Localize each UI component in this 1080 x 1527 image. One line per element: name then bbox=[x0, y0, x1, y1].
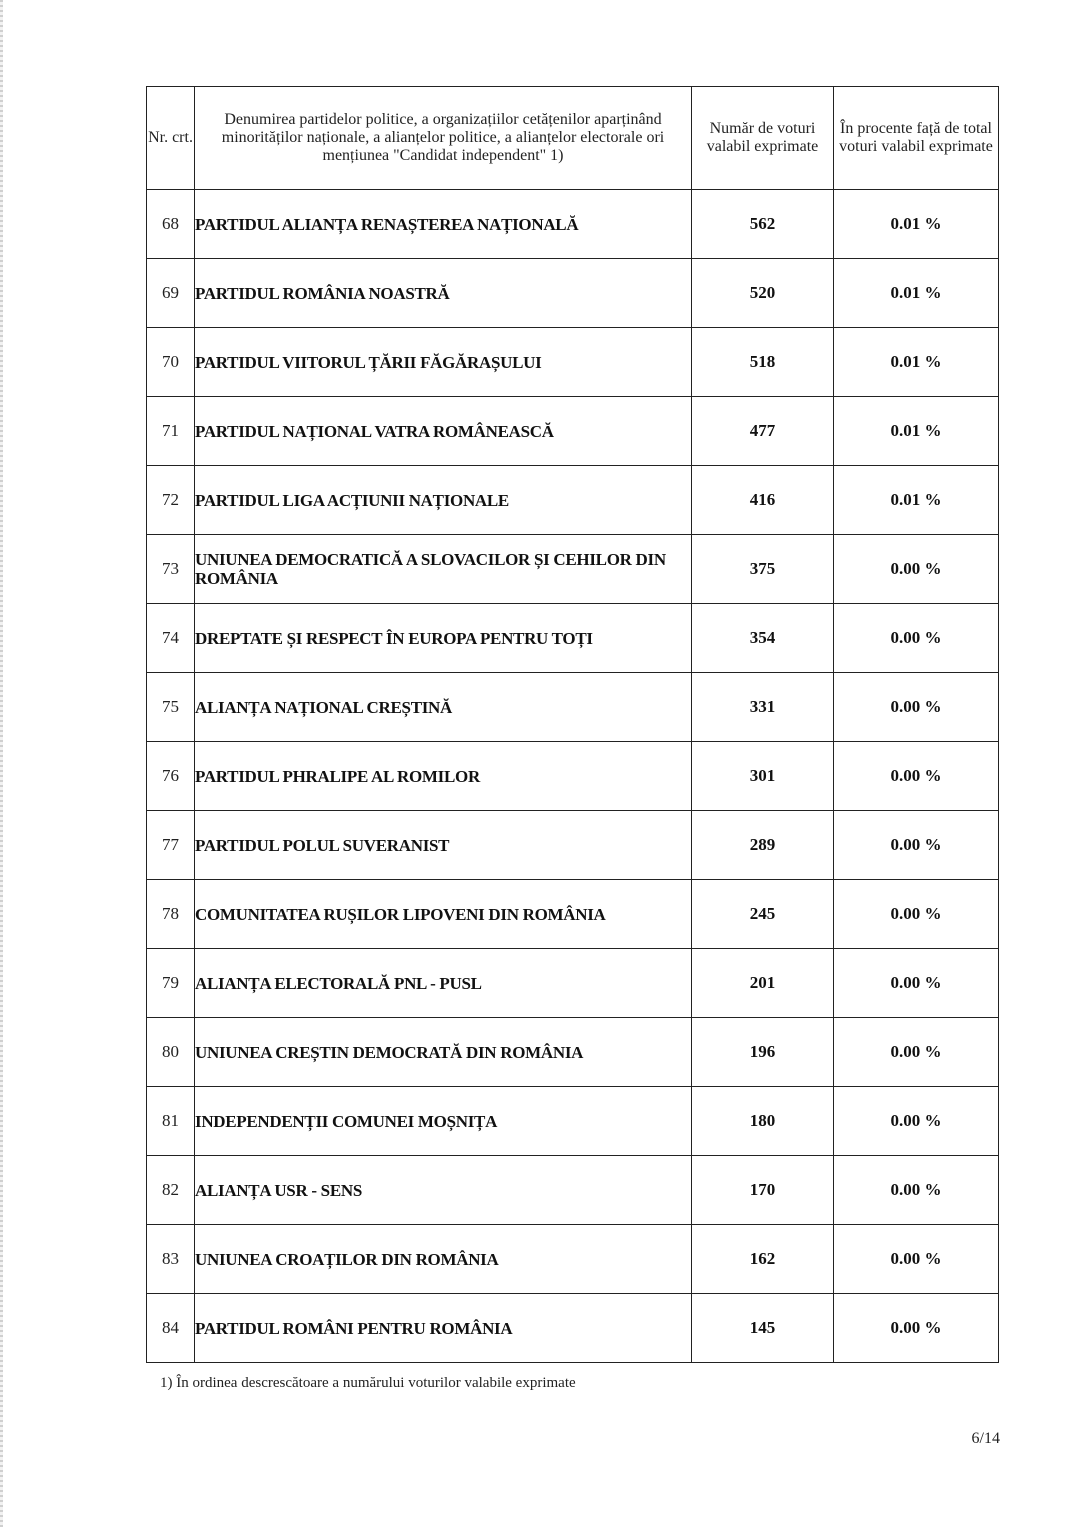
party-name: PARTIDUL PHRALIPE AL ROMILOR bbox=[195, 742, 692, 811]
table-header-row bbox=[147, 87, 999, 190]
party-name: COMUNITATEA RUȘILOR LIPOVENI DIN ROMÂNIA bbox=[195, 880, 692, 949]
row-number: 79 bbox=[147, 949, 195, 1018]
row-number: 77 bbox=[147, 811, 195, 880]
table-row bbox=[147, 466, 999, 535]
vote-percentage: 0.01 % bbox=[834, 259, 999, 328]
vote-count: 245 bbox=[692, 880, 834, 949]
table-row bbox=[147, 259, 999, 328]
vote-count: 416 bbox=[692, 466, 834, 535]
party-name: PARTIDUL POLUL SUVERANIST bbox=[195, 811, 692, 880]
party-name: PARTIDUL ALIANȚA RENAȘTEREA NAȚIONALĂ bbox=[195, 190, 692, 259]
table-row bbox=[147, 742, 999, 811]
vote-count: 196 bbox=[692, 1018, 834, 1087]
party-name: DREPTATE ȘI RESPECT ÎN EUROPA PENTRU TOȚI bbox=[195, 604, 692, 673]
vote-count: 301 bbox=[692, 742, 834, 811]
row-number: 82 bbox=[147, 1156, 195, 1225]
table-row bbox=[147, 1087, 999, 1156]
vote-percentage: 0.00 % bbox=[834, 604, 999, 673]
row-number: 81 bbox=[147, 1087, 195, 1156]
party-name: ALIANȚA NAȚIONAL CREȘTINĂ bbox=[195, 673, 692, 742]
vote-percentage: 0.00 % bbox=[834, 673, 999, 742]
row-number: 68 bbox=[147, 190, 195, 259]
party-name: PARTIDUL LIGA ACȚIUNII NAȚIONALE bbox=[195, 466, 692, 535]
vote-count: 201 bbox=[692, 949, 834, 1018]
vote-percentage: 0.00 % bbox=[834, 880, 999, 949]
vote-percentage: 0.00 % bbox=[834, 949, 999, 1018]
table-row bbox=[147, 535, 999, 604]
row-number: 74 bbox=[147, 604, 195, 673]
page-number: 6/14 bbox=[971, 1430, 1000, 1447]
footnote: 1) În ordinea descrescătoare a numărului voturilor valabile exprimate bbox=[160, 1375, 576, 1391]
party-name: INDEPENDENȚII COMUNEI MOȘNIȚA bbox=[195, 1087, 692, 1156]
party-name: PARTIDUL ROMÂNI PENTRU ROMÂNIA bbox=[195, 1294, 692, 1363]
table-row bbox=[147, 673, 999, 742]
table-row bbox=[147, 880, 999, 949]
vote-count: 354 bbox=[692, 604, 834, 673]
vote-count: 180 bbox=[692, 1087, 834, 1156]
vote-percentage: 0.00 % bbox=[834, 811, 999, 880]
row-number: 76 bbox=[147, 742, 195, 811]
party-name: ALIANȚA USR - SENS bbox=[195, 1156, 692, 1225]
vote-count: 375 bbox=[692, 535, 834, 604]
vote-percentage: 0.00 % bbox=[834, 1156, 999, 1225]
header-party-name: Denumirea partidelor politice, a organizațiilor cetățenilor aparținând minorităților naționale, a alianțelor politice, a alianțelor electorale ori mențiunea "Candidat independent" 1) bbox=[195, 87, 692, 190]
row-number: 84 bbox=[147, 1294, 195, 1363]
results-table bbox=[146, 86, 999, 1363]
row-number: 78 bbox=[147, 880, 195, 949]
vote-count: 331 bbox=[692, 673, 834, 742]
vote-percentage: 0.00 % bbox=[834, 1018, 999, 1087]
row-number: 69 bbox=[147, 259, 195, 328]
table-row bbox=[147, 1225, 999, 1294]
vote-percentage: 0.01 % bbox=[834, 328, 999, 397]
vote-percentage: 0.01 % bbox=[834, 466, 999, 535]
row-number: 72 bbox=[147, 466, 195, 535]
vote-count: 518 bbox=[692, 328, 834, 397]
row-number: 80 bbox=[147, 1018, 195, 1087]
vote-percentage: 0.01 % bbox=[834, 397, 999, 466]
table-row bbox=[147, 604, 999, 673]
party-name: PARTIDUL NAȚIONAL VATRA ROMÂNEASCĂ bbox=[195, 397, 692, 466]
vote-percentage: 0.00 % bbox=[834, 1225, 999, 1294]
table-row bbox=[147, 190, 999, 259]
table-row bbox=[147, 811, 999, 880]
header-nr: Nr. crt. bbox=[147, 87, 195, 190]
vote-count: 289 bbox=[692, 811, 834, 880]
vote-percentage: 0.00 % bbox=[834, 1087, 999, 1156]
vote-count: 562 bbox=[692, 190, 834, 259]
party-name: ALIANȚA ELECTORALĂ PNL - PUSL bbox=[195, 949, 692, 1018]
table-row bbox=[147, 1294, 999, 1363]
table-row bbox=[147, 949, 999, 1018]
party-name: UNIUNEA CROAȚILOR DIN ROMÂNIA bbox=[195, 1225, 692, 1294]
row-number: 71 bbox=[147, 397, 195, 466]
table-row bbox=[147, 1018, 999, 1087]
vote-count: 170 bbox=[692, 1156, 834, 1225]
vote-percentage: 0.00 % bbox=[834, 535, 999, 604]
header-valid-votes: Număr de voturi valabil exprimate bbox=[692, 87, 834, 190]
party-name: UNIUNEA CREȘTIN DEMOCRATĂ DIN ROMÂNIA bbox=[195, 1018, 692, 1087]
party-name: PARTIDUL VIITORUL ȚĂRII FĂGĂRAȘULUI bbox=[195, 328, 692, 397]
table-row bbox=[147, 328, 999, 397]
party-name: UNIUNEA DEMOCRATICĂ A SLOVACILOR ȘI CEHILOR DIN ROMÂNIA bbox=[195, 535, 692, 604]
scan-page-edge bbox=[0, 0, 3, 1527]
row-number: 75 bbox=[147, 673, 195, 742]
vote-count: 162 bbox=[692, 1225, 834, 1294]
header-percentage: În procente față de total voturi valabil exprimate bbox=[834, 87, 999, 190]
vote-percentage: 0.01 % bbox=[834, 190, 999, 259]
vote-count: 145 bbox=[692, 1294, 834, 1363]
vote-count: 520 bbox=[692, 259, 834, 328]
vote-count: 477 bbox=[692, 397, 834, 466]
table-row bbox=[147, 1156, 999, 1225]
vote-percentage: 0.00 % bbox=[834, 1294, 999, 1363]
table-row bbox=[147, 397, 999, 466]
row-number: 70 bbox=[147, 328, 195, 397]
vote-percentage: 0.00 % bbox=[834, 742, 999, 811]
row-number: 83 bbox=[147, 1225, 195, 1294]
row-number: 73 bbox=[147, 535, 195, 604]
party-name: PARTIDUL ROMÂNIA NOASTRĂ bbox=[195, 259, 692, 328]
